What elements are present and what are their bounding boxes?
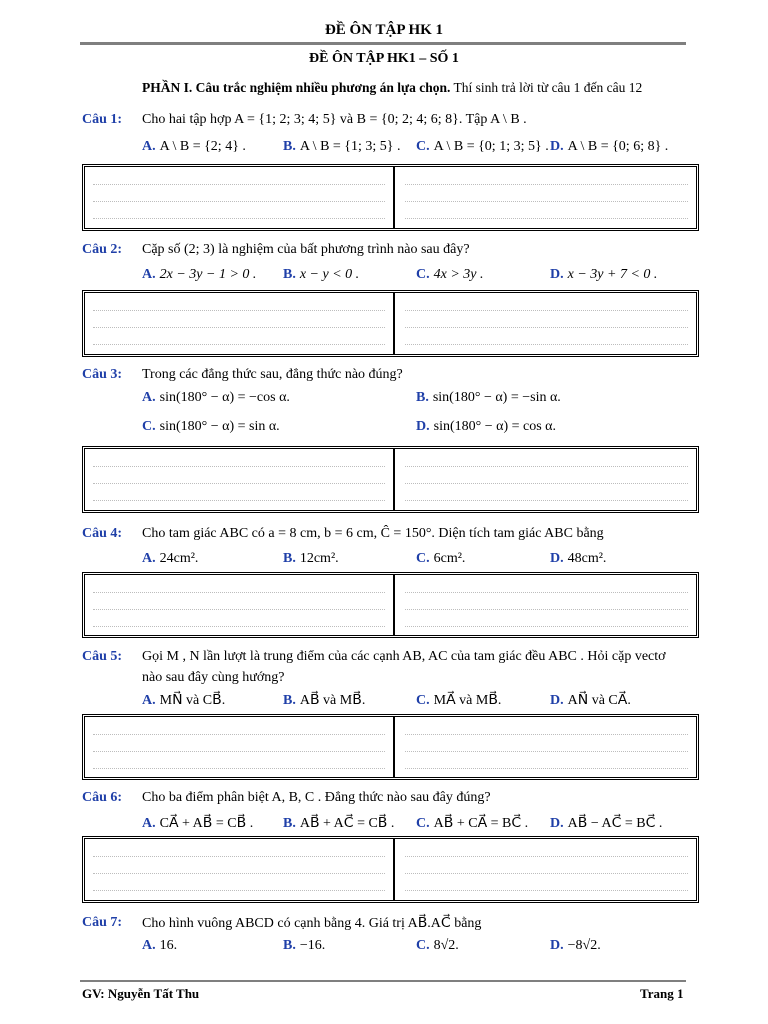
question-5-option-a: A. MN⃗ và CB⃗.: [142, 693, 226, 708]
question-7-text: Cho hình vuông ABCD có cạnh bằng 4. Giá trị AB⃗.AC⃗ bằng: [142, 916, 482, 931]
exam-subtitle: ĐỀ ÔN TẬP HK1 – SỐ 1: [309, 51, 459, 66]
document-title: ĐỀ ÔN TẬP HK 1: [324, 22, 444, 38]
question-7-label: Câu 7:: [82, 915, 123, 930]
question-2-text: Cặp số (2; 3) là nghiệm của bất phương trình nào sau đây?: [142, 242, 470, 257]
part-heading: PHẦN I. Câu trắc nghiệm nhiều phương án lựa chọn.: [142, 80, 451, 95]
question-4-text: Cho tam giác ABC có a = 8 cm, b = 6 cm, Ĉ = 150°. Diện tích tam giác ABC bằng: [142, 526, 604, 541]
question-6-text: Cho ba điểm phân biệt A, B, C . Đẳng thức nào sau đây đúng?: [142, 790, 491, 805]
question-7-option-a: A. 16.: [142, 938, 178, 953]
question-3-label: Câu 3:: [82, 367, 123, 382]
question-4-option-b: B. 12cm².: [283, 551, 339, 566]
question-5-label: Câu 5:: [82, 649, 123, 664]
question-4-option-d: D. 48cm².: [550, 551, 607, 566]
question-5-text: Gọi M , N lần lượt là trung điểm của các cạnh AB, AC của tam giác đều ABC . Hỏi cặp vectơ: [142, 649, 666, 664]
answer-box-3: [82, 446, 699, 513]
question-1-label: Câu 1:: [82, 112, 123, 127]
answer-box-2-right[interactable]: [397, 293, 696, 354]
header-divider: [80, 42, 686, 45]
footer-author: GV: Nguyễn Tất Thu: [82, 986, 200, 1001]
answer-box-3-right[interactable]: [397, 449, 696, 510]
question-6-label: Câu 6:: [82, 790, 123, 805]
question-2-label: Câu 2:: [82, 242, 123, 257]
question-1-option-b: B. A \ B = {1; 3; 5} .: [283, 139, 401, 154]
question-1-option-a: A. A \ B = {2; 4} .: [142, 139, 246, 154]
question-5-option-c: C. MA⃗ và MB⃗.: [416, 693, 502, 708]
question-7-option-b: B. −16.: [283, 938, 326, 953]
answer-box-3-left[interactable]: [85, 449, 395, 510]
answer-box-6-right[interactable]: [397, 839, 696, 900]
question-2-option-d: D. x − 3y + 7 < 0 .: [550, 267, 658, 282]
answer-box-4: [82, 572, 699, 638]
question-6-option-b: B. AB⃗ + AC⃗ = CB⃗ .: [283, 816, 395, 831]
question-3-option-d: D. sin(180° − α) = cos α.: [416, 419, 557, 434]
answer-box-1-right[interactable]: [397, 167, 696, 228]
answer-box-1: [82, 164, 699, 231]
question-6-option-c: C. AB⃗ + CA⃗ = BC⃗ .: [416, 816, 529, 831]
question-4-option-a: A. 24cm².: [142, 551, 199, 566]
footer-divider: [80, 980, 686, 982]
question-1-option-d: D. A \ B = {0; 6; 8} .: [550, 139, 669, 154]
answer-box-2: [82, 290, 699, 357]
question-7-option-c: C. 8√2.: [416, 938, 459, 953]
question-2-option-a: A. 2x − 3y − 1 > 0 .: [142, 267, 257, 282]
question-7-option-d: D. −8√2.: [550, 938, 601, 953]
question-3-option-a: A. sin(180° − α) = −cos α.: [142, 390, 290, 405]
question-2-option-c: C. 4x > 3y .: [416, 267, 484, 282]
answer-box-2-left[interactable]: [85, 293, 395, 354]
question-2-option-b: B. x − y < 0 .: [283, 267, 360, 282]
part-instructions: [142, 80, 642, 96]
part-description: Thí sinh trả lời từ câu 1 đến câu 12: [450, 80, 643, 95]
question-5-text-line2: nào sau đây cùng hướng?: [142, 670, 285, 685]
answer-box-6: [82, 836, 699, 903]
answer-box-4-right[interactable]: [397, 575, 696, 635]
question-5-option-b: B. AB⃗ và MB⃗.: [283, 693, 366, 708]
answer-box-5-right[interactable]: [397, 717, 696, 777]
question-1-text: Cho hai tập hợp A = {1; 2; 3; 4; 5} và B = {0; 2; 4; 6; 8}. Tập A \ B .: [142, 112, 527, 127]
answer-box-5: [82, 714, 699, 780]
question-6-option-d: D. AB⃗ − AC⃗ = BC⃗ .: [550, 816, 663, 831]
question-3-text: Trong các đẳng thức sau, đẳng thức nào đúng?: [142, 367, 403, 382]
question-5-option-d: D. AN⃗ và CA⃗.: [550, 693, 631, 708]
footer-page-number: Trang 1: [640, 986, 684, 1001]
answer-box-6-left[interactable]: [85, 839, 395, 900]
answer-box-5-left[interactable]: [85, 717, 395, 777]
question-1-option-c: C. A \ B = {0; 1; 3; 5} .: [416, 139, 549, 154]
question-3-option-c: C. sin(180° − α) = sin α.: [142, 419, 280, 434]
answer-box-4-left[interactable]: [85, 575, 395, 635]
question-3-option-b: B. sin(180° − α) = −sin α.: [416, 390, 561, 405]
answer-box-1-left[interactable]: [85, 167, 395, 228]
question-6-option-a: A. CA⃗ + AB⃗ = CB⃗ .: [142, 816, 254, 831]
question-4-label: Câu 4:: [82, 526, 123, 541]
question-4-option-c: C. 6cm².: [416, 551, 466, 566]
